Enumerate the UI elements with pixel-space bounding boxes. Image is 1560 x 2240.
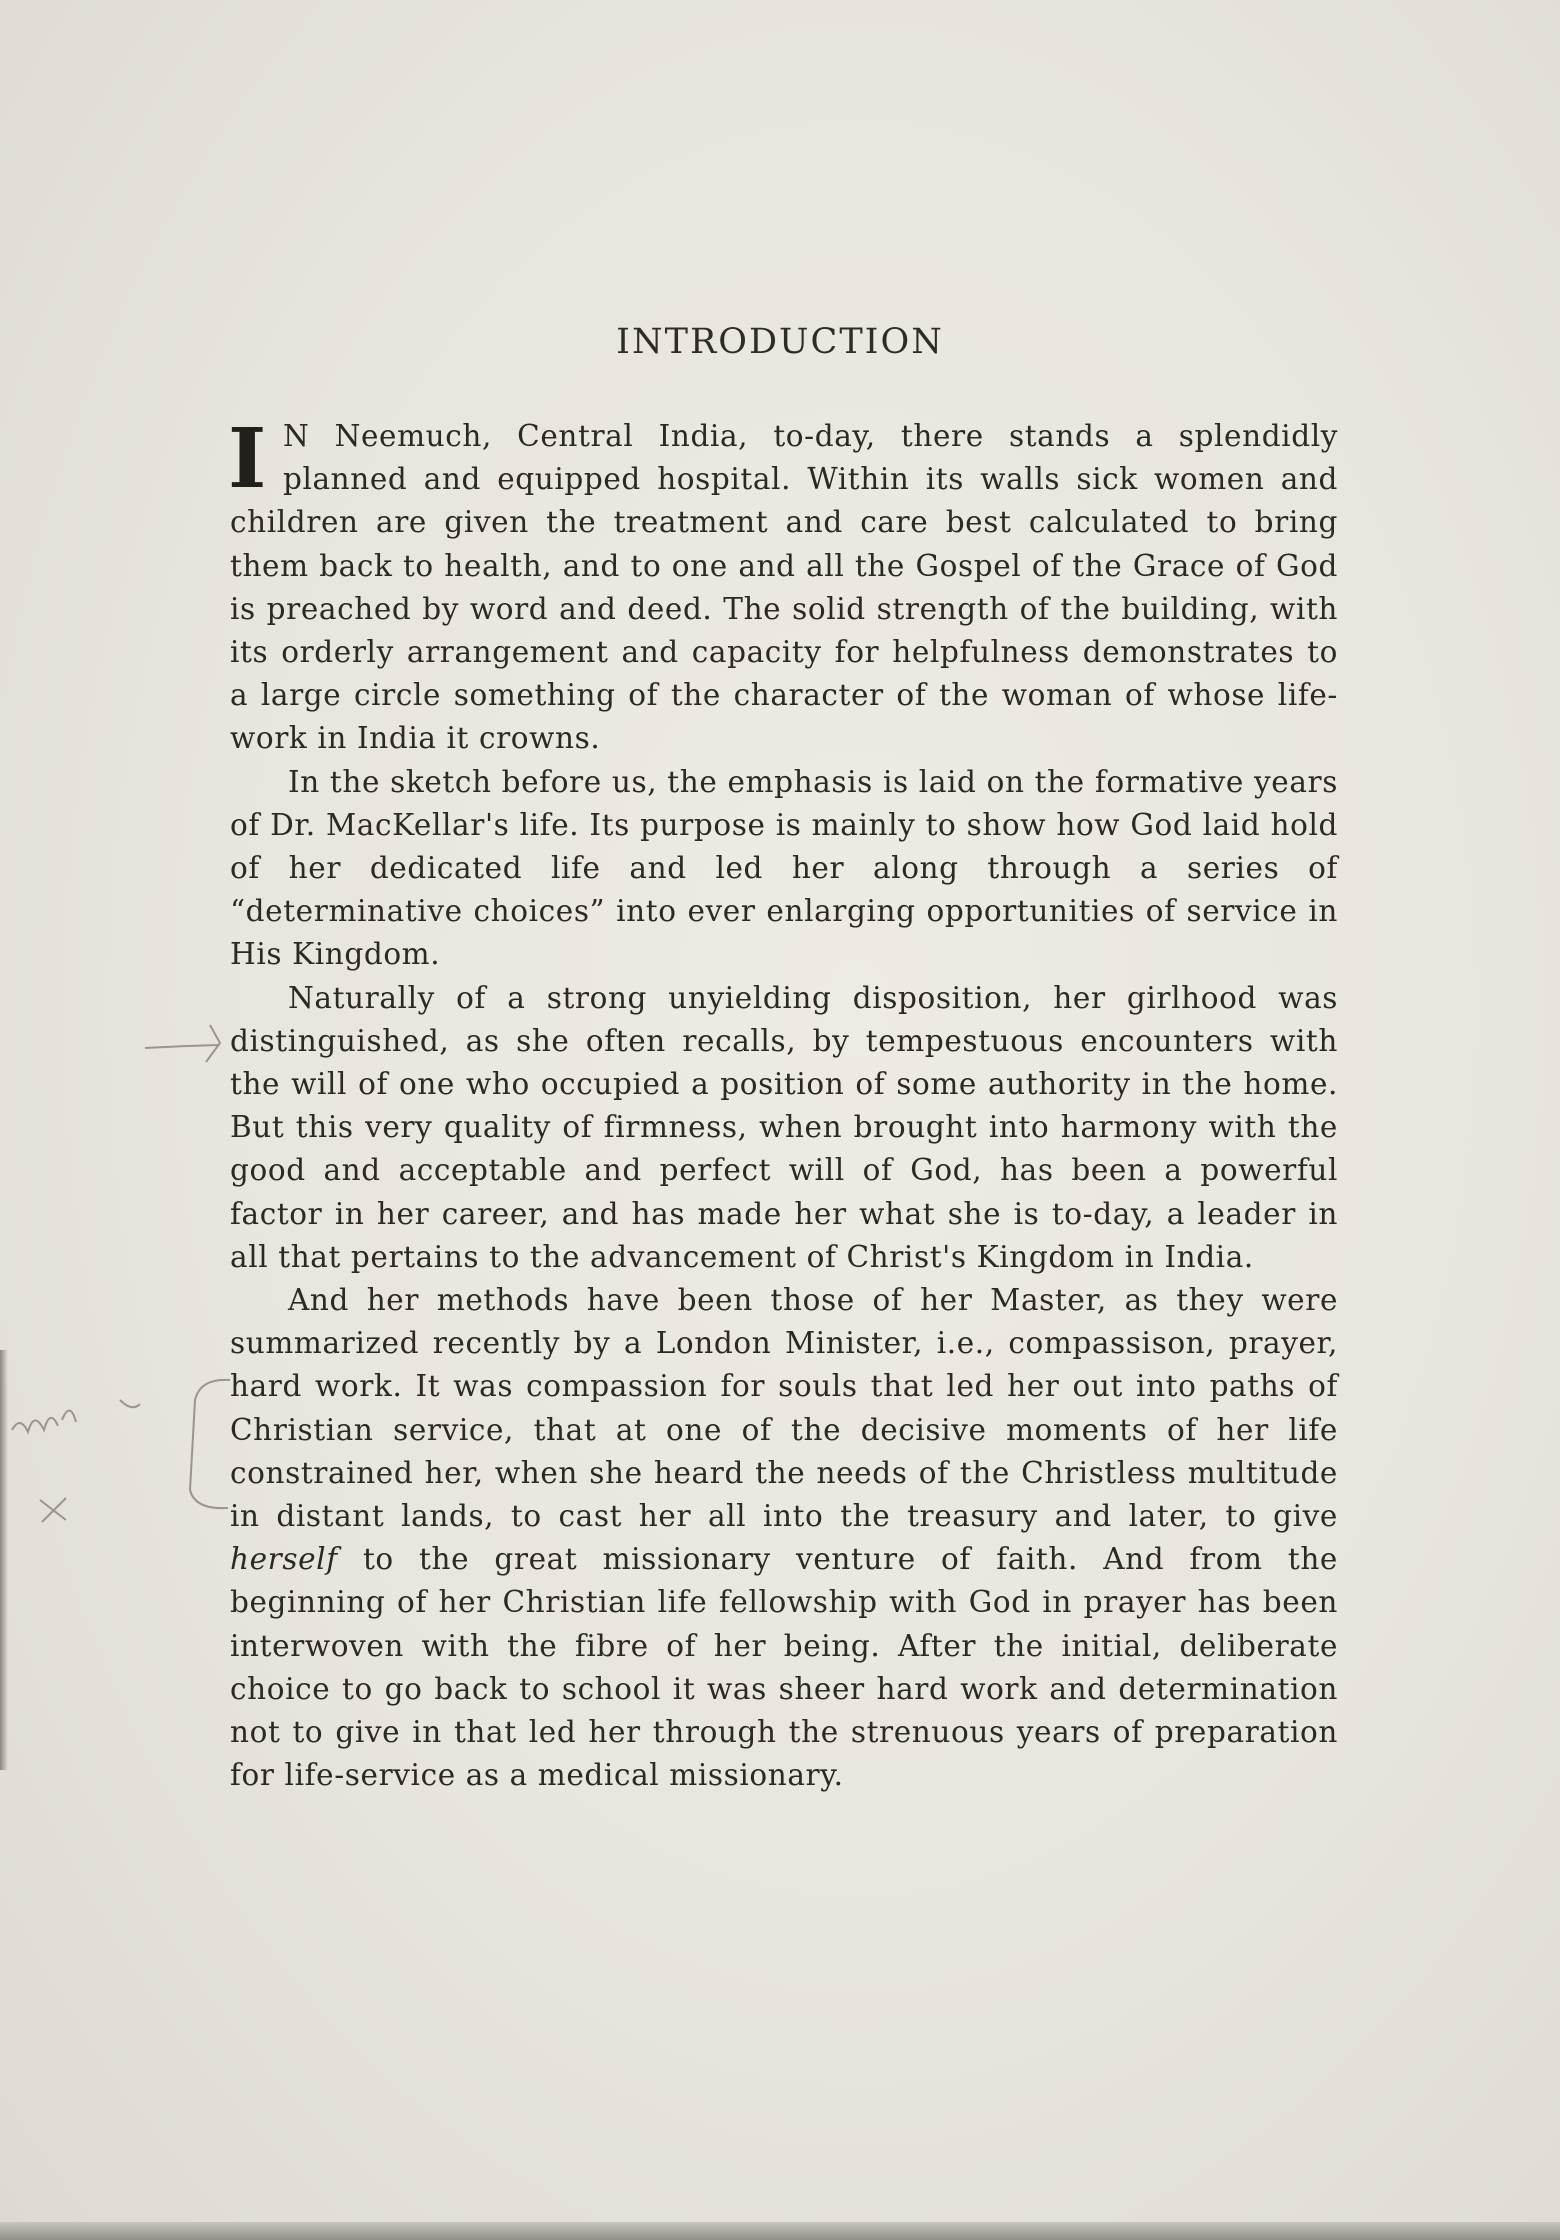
paragraph-4-text-end: to the great missionary venture of faith. And from the beginning of her Christian life fellowship with God in prayer has been interwoven with the fibre of her being. After the initial, deliberate choice to go back to school it was sheer hard work and determination not to give in that led her through the strenuous years of preparation for life-service as a medical missionary.: [230, 1542, 1338, 1793]
introduction-body: [228, 411, 1338, 1798]
drop-cap-initial: I: [228, 411, 267, 507]
paragraph-4: [230, 1279, 1338, 1797]
page-title: INTRODUCTION: [616, 322, 944, 362]
pencil-arrow-mark: [140, 1010, 260, 1070]
paragraph-2: In the sketch before us, the emphasis is laid on the formative years of Dr. MacKellar's life. Its purpose is mainly to show how God laid hold of her dedicated life and led her along through a series of “determinative choices” into ever enlarging opportunities of service in His Kingdom.: [230, 764, 1338, 972]
page-bottom-edge: [0, 2222, 1560, 2240]
paragraph-1-text: N Neemuch, Central India, to-day, there stands a splendidly planned and equipped hospital. Within its walls sick women and children are given the treatment and care best calculated to bring them back to health, and to one and all the Gospel of the Grace of God is preached by word and deed. The solid strength of the building, with its orderly arrangement and capacity for helpfulness demonstrates to a large circle something of the character of the woman of whose life-work in India it crowns.: [230, 419, 1338, 756]
pencil-bracket-mark: [0, 1360, 260, 1560]
paragraph-4-text-start: And her methods have been those of her Master, as they were summarized recently by a London Minister, i.e., compassison, prayer, hard work. It was compassion for souls that led her out into paths of Christian service, that at one of the decisive moments of her life constrained her, when she heard the needs of the Christless multitude in distant lands, to cast her all into the treasury and later, to give: [230, 1283, 1338, 1534]
paragraph-4-italic-word: herself: [230, 1542, 338, 1577]
paragraph-3: Naturally of a strong unyielding disposition, her girlhood was distinguished, as she often recalls, by tempestuous encounters with the will of one who occupied a position of some authority in the home. But this very quality of firmness, when brought into harmony with the good and acceptable and perfect will of God, has been a powerful factor in her career, and has made her what she is to-day, a leader in all that pertains to the advancement of Christ's Kingdom in India.: [230, 980, 1338, 1274]
paragraph-1: [228, 411, 1338, 761]
